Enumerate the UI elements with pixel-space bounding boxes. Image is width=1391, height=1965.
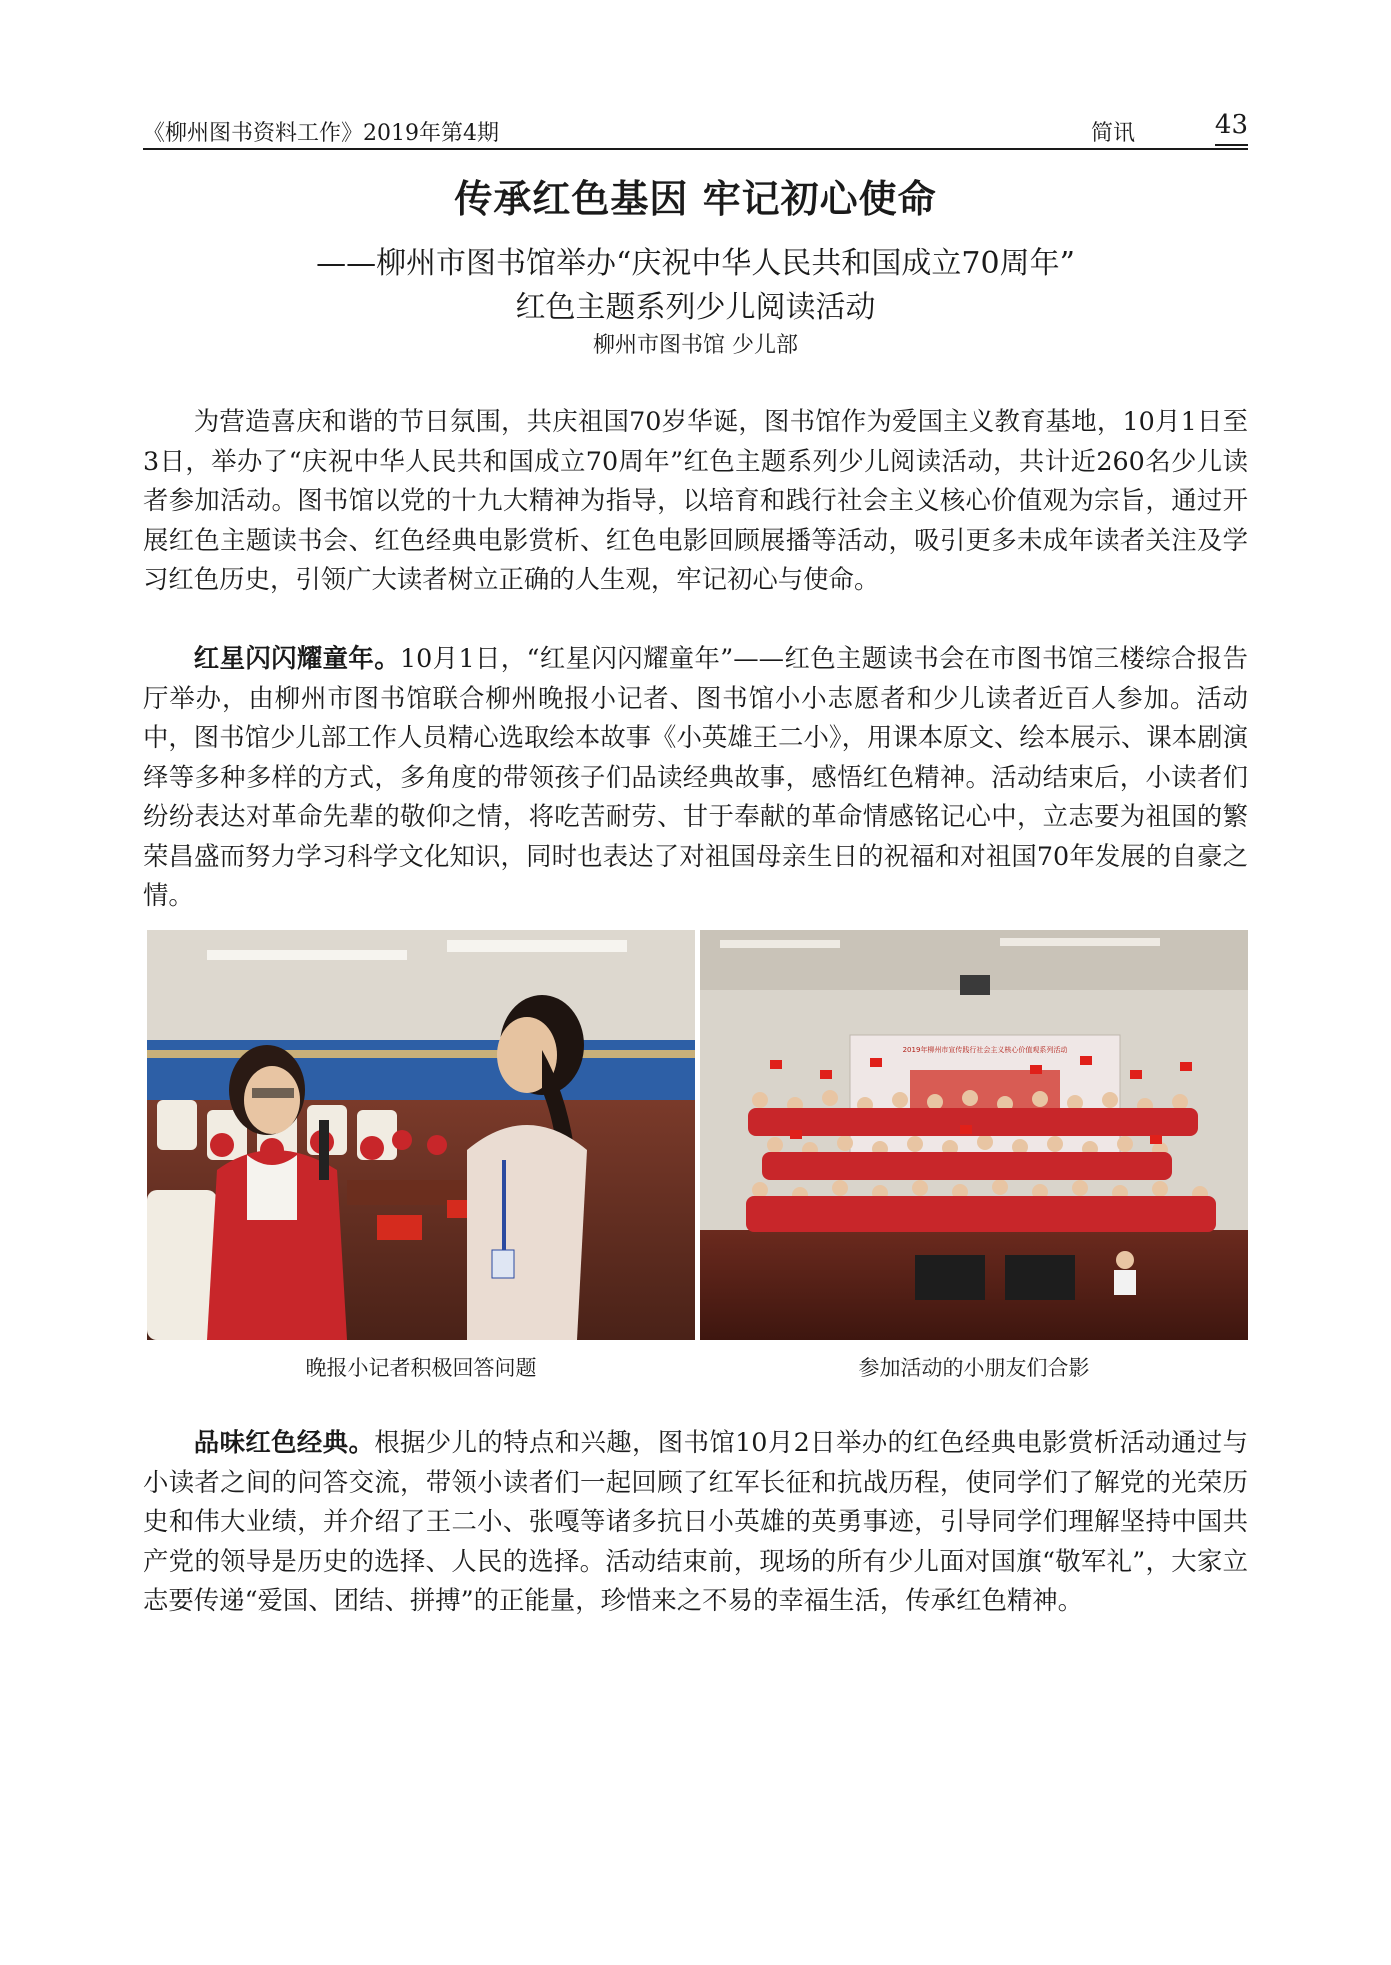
article-subtitle-line2: 红色主题系列少儿阅读活动 [515,290,876,325]
photo-group-picture [700,930,1248,1340]
photo-reporter-answering [147,930,695,1340]
article-byline: 柳州市图书馆 少儿部 [593,333,798,358]
photo-group-picture-image [700,930,1248,1340]
article-subtitle-line1: ——柳州市图书馆举办“庆祝中华人民共和国成立70周年” [316,246,1075,281]
projector-screen-text: 2019年柳州市宣传践行社会主义核心价值观系列活动 [902,1046,1068,1054]
running-header [143,112,1248,150]
section-heading-2: 品味红色经典。 [193,1427,375,1457]
section-heading-1: 红星闪闪耀童年。 [193,643,400,673]
article-title: 传承红色基因 牢记初心使命 [454,177,937,221]
section-paragraph-2 [143,1423,1248,1621]
journal-issue: 《柳州图书资料工作》2019年第4期 [143,121,499,146]
intro-paragraph [143,402,1248,600]
caption-left-photo: 晚报小记者积极回答问题 [305,1356,537,1380]
section-paragraph-2-text: 根据少儿的特点和兴趣，图书馆10月2日举办的红色经典电影赏析活动通过与小读者之间的问答交流，带领小读者们一起回顾了红军长征和抗战历程，使同学们了解党的光荣历史和伟大业绩，并介绍了王二小、张嘎等诸多抗日小英雄的英勇事迹，引导同学们理解坚持中国共产党的领导是历史的选择、人民的选择。活动结束前，现场的所有少儿面对国旗“敬军礼”，大家立志要传递“爱国、团结、拼搏”的正能量，珍惜来之不易的幸福生活，传承红色精神。 [143,1427,1249,1615]
section-label: 简讯 [1091,121,1136,146]
intro-paragraph-text: 为营造喜庆和谐的节日氛围，共庆祖国70岁华诞，图书馆作为爱国主义教育基地，10月1日至3日，举办了“庆祝中华人民共和国成立70周年”红色主题系列少儿阅读活动，共计近260名少儿读者参加活动。图书馆以党的十九大精神为指导，以培育和践行社会主义核心价值观为宗旨，通过开展红色主题读书会、红色经典电影赏析、红色电影回顾展播等活动，吸引更多未成年读者关注及学习红色历史，引领广大读者树立正确的人生观，牢记初心与使命。 [143,406,1248,594]
section-paragraph-1 [143,639,1248,916]
page-number: 43 [1214,110,1248,140]
section-paragraph-1-text: 10月1日，“红星闪闪耀童年”——红色主题读书会在市图书馆三楼综合报告厅举办，由柳州市图书馆联合柳州晚报小记者、图书馆小小志愿者和少儿读者近百人参加。活动中，图书馆少儿部工作人员精心选取绘本故事《小英雄王二小》，用课本原文、绘本展示、课本剧演绎等多种多样的方式，多角度的带领孩子们品读经典故事，感悟红色精神。活动结束后，小读者们纷纷表达对革命先辈的敬仰之情，将吃苦耐劳、甘于奉献的革命情感铭记心中，立志要为祖国的繁荣昌盛而努力学习科学文化知识，同时也表达了对祖国母亲生日的祝福和对祖国70年发展的自豪之情。 [143,643,1248,910]
photo-reporter-answering-image [147,930,695,1340]
caption-right-photo: 参加活动的小朋友们合影 [858,1356,1090,1380]
